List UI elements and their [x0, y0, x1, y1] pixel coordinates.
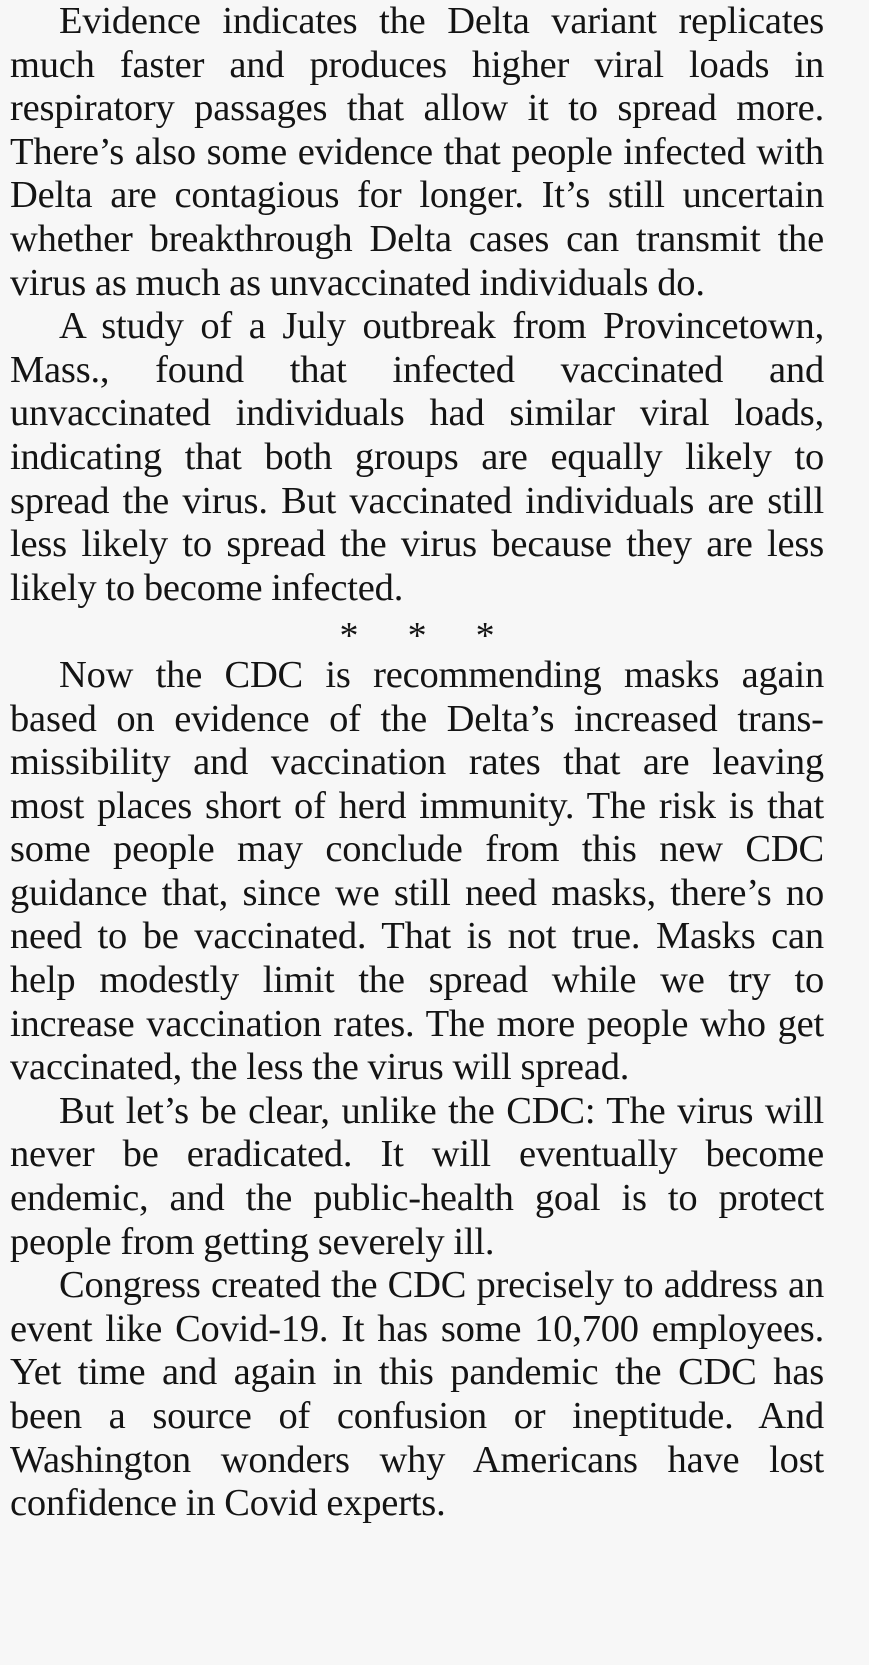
paragraph-cdc-masks: Now the CDC is recommending masks again based on evidence of the Delta’s increased transmissibility and vaccination rates that are leaving most places short of herd immunity. The risk is that some people may conclude from this new CDC guidance that, since we still need masks, there’s no need to be vaccinated. That is not true. Masks can help modestly limit the spread while we try to increase vaccination rates. The more people who get vaccinated, the less the virus will spread.: [10, 653, 824, 1089]
section-separator: * * *: [339, 615, 495, 658]
paragraph-congress-cdc: Congress created the CDC precisely to address an event like Covid-19. It has some 10,700 employees. Yet time and again in this pandemic the CDC has been a source of confusion or ineptitude. And Washington wonders why Americans have lost confidence in Covid experts.: [10, 1264, 824, 1525]
paragraph-provincetown-study: A study of a July outbreak from Provincetown, Mass., found that infected vaccinated and unvaccinated individuals had similar viral loads, indicating that both groups are equally likely to spread the virus. But vaccinated individuals are still less likely to spread the virus because they are less likely to become infected.: [10, 305, 824, 609]
article-body: [10, 0, 824, 1526]
paragraph-endemic: But let’s be clear, unlike the CDC: The virus will never be eradicated. It will eventually become endemic, and the public-health goal is to protect people from getting severely ill.: [10, 1089, 824, 1263]
paragraph-delta-replication: Evidence indicates the Delta variant replicates much faster and produces higher viral loads in respiratory passages that allow it to spread more. There’s also some evidence that people infected with Delta are contagious for longer. It’s still uncertain whether breakthrough Delta cases can transmit the virus as much as unvaccinated individuals do.: [10, 0, 824, 304]
